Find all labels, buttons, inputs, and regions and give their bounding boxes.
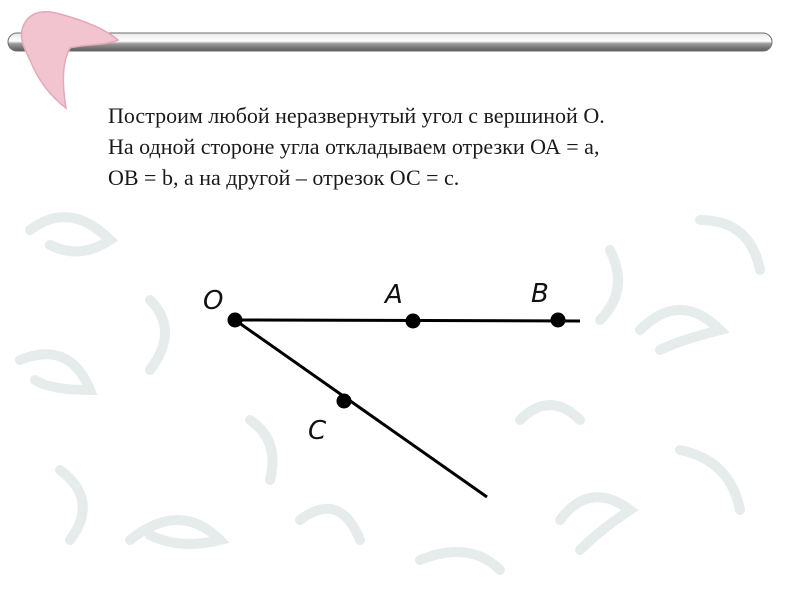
text-line-3: ОВ = b, а на другой – отрезок ОС = с.: [108, 165, 460, 190]
label-b: B: [531, 279, 549, 309]
ray-oc: [235, 320, 487, 497]
label-c: C: [308, 416, 327, 446]
point-b: [551, 313, 566, 328]
text-line-2: На одной стороне угла откладываем отрезки ОА = а,: [108, 134, 600, 159]
label-o: O: [203, 286, 224, 316]
point-c: [337, 394, 352, 409]
label-a: A: [385, 280, 403, 310]
point-o: [228, 313, 243, 328]
text-line-1: Построим любой неразвернутый угол с вершиной О.: [108, 103, 605, 128]
point-a: [406, 314, 421, 329]
